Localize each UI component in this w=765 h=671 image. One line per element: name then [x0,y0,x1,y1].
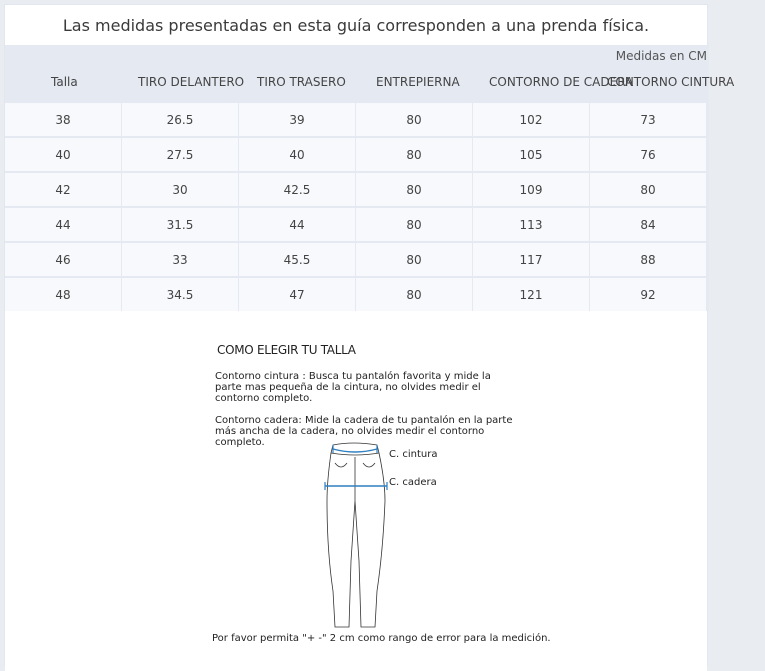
table-cell: 31.5 [122,208,238,241]
table-cell: 73 [590,103,706,136]
header-tiro-delantero: TIRO DELANTERO [138,75,245,89]
table-row [5,103,709,136]
table-cell: 42.5 [239,173,355,206]
table-cell: 80 [590,173,706,206]
table-cell: 80 [356,103,472,136]
table-cell: 117 [473,243,589,276]
table-cell: 33 [122,243,238,276]
table-cell: 27.5 [122,138,238,171]
unit-label: Medidas en CM [615,49,707,63]
waist-instructions: Contorno cintura : Busca tu pantalón favorita y mide la parte mas pequeña de la cintura, no olvides medir el contorno completo. [215,371,491,404]
error-range-note: Por favor permita "+ -" 2 cm como rango de error para la medición. [212,633,551,644]
table-cell: 42 [5,173,121,206]
banner-text: Las medidas presentadas en esta guía corresponden a una prenda física. [5,5,707,45]
hip-instructions: Contorno cadera: Mide la cadera de tu pantalón en la parte más ancha de la cadera, no olvides medir el contorno completo. [215,415,513,448]
table-cell: 80 [356,173,472,206]
guide-title: COMO ELEGIR TU TALLA [217,343,356,357]
table-cell: 44 [5,208,121,241]
table-header [5,45,735,101]
hip-label: C. cadera [389,477,437,488]
table-cell: 102 [473,103,589,136]
table-cell: 44 [239,208,355,241]
size-table [5,45,735,311]
table-cell: 113 [473,208,589,241]
header-tiro-trasero: TIRO TRASERO [257,75,346,89]
table-cell: 121 [473,278,589,311]
header-contorno-cintura: CONTORNO CINTURA [607,75,735,89]
table-cell: 76 [590,138,706,171]
table-cell: 45.5 [239,243,355,276]
table-cell: 80 [356,208,472,241]
table-cell: 34.5 [122,278,238,311]
table-cell: 38 [5,103,121,136]
table-cell: 26.5 [122,103,238,136]
table-cell: 84 [590,208,706,241]
table-cell: 80 [356,278,472,311]
table-row [5,138,709,171]
table-cell: 48 [5,278,121,311]
table-cell: 105 [473,138,589,171]
table-cell: 80 [356,138,472,171]
table-cell: 88 [590,243,706,276]
table-cell: 47 [239,278,355,311]
table-cell: 39 [239,103,355,136]
waist-label: C. cintura [389,449,438,460]
measurement-guide-image [5,313,707,671]
table-body [5,101,709,311]
header-talla: Talla [51,75,78,89]
header-contorno-cadera: CONTORNO DE CADERA [489,75,634,89]
size-guide-panel [4,4,735,666]
table-row [5,243,709,276]
table-row [5,208,709,241]
table-cell: 92 [590,278,706,311]
table-cell: 40 [5,138,121,171]
table-cell: 109 [473,173,589,206]
table-cell: 30 [122,173,238,206]
header-entrepierna: ENTREPIERNA [376,75,460,89]
pants-diagram-icon [315,441,395,631]
table-row [5,278,709,311]
table-row [5,173,709,206]
table-cell: 46 [5,243,121,276]
table-cell: 40 [239,138,355,171]
table-cell: 80 [356,243,472,276]
